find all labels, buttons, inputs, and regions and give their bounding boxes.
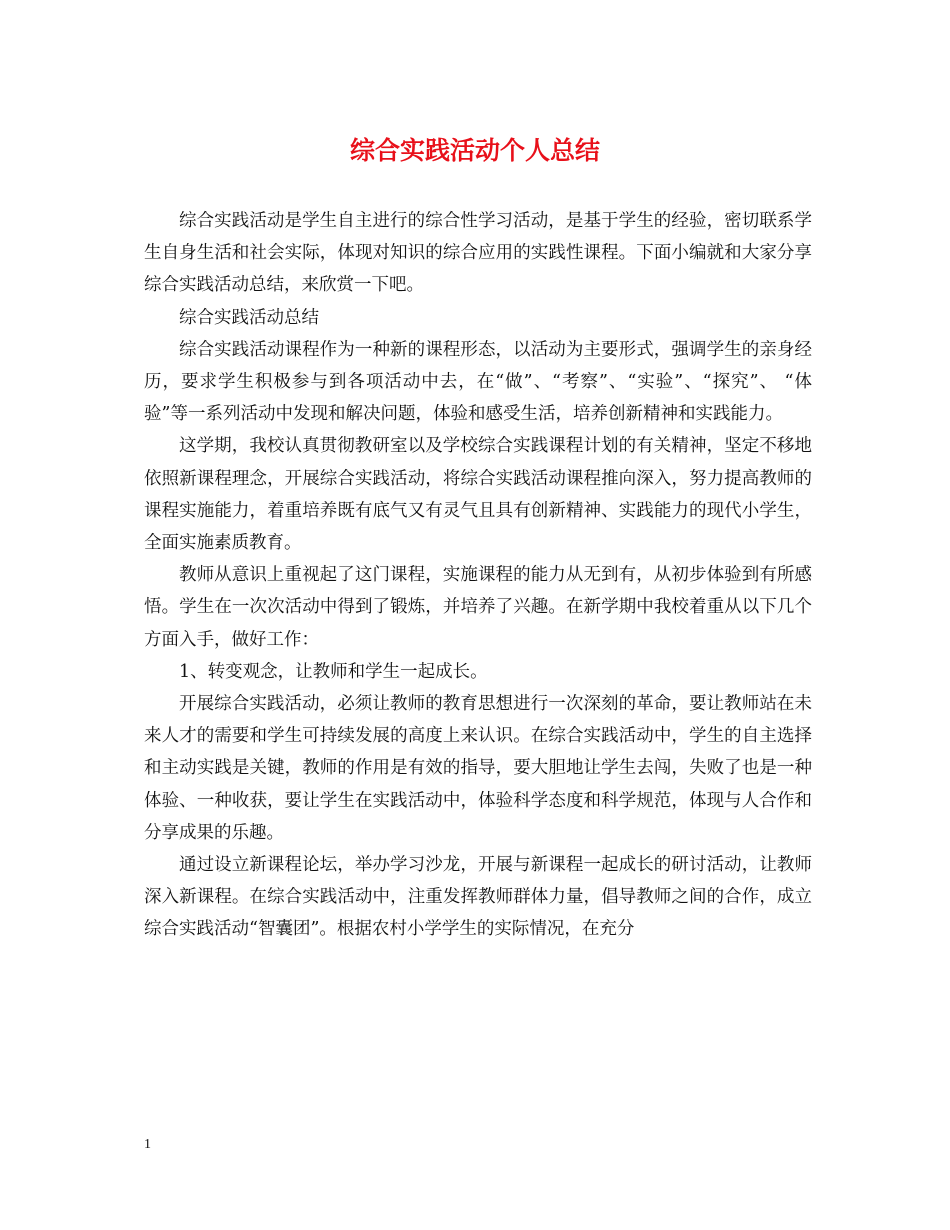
body-paragraph: 通过设立新课程论坛，举办学习沙龙，开展与新课程一起成长的研讨活动，让教师深入新课程。在综合实践活动中，注重发挥教师群体力量，倡导教师之间的合作，成立综合实践活动“智囊团”。根据农村小学学生的实际情况，在充分 — [144, 855, 812, 940]
document-body — [144, 205, 812, 946]
body-paragraph: 教师从意识上重视起了这门课程，实施课程的能力从无到有，从初步体验到有所感悟。学生在一次次活动中得到了锻炼，并培养了兴趣。在新学期中我校着重从以下几个方面入手，做好工作： — [144, 565, 812, 650]
document-title: 综合实践活动个人总结 — [349, 136, 600, 165]
body-paragraph: 综合实践活动课程作为一种新的课程形态，以活动为主要形式，强调学生的亲身经历，要求学生积极参与到各项活动中去，在“做”、“考察”、“实验”、“探究”、 “体验”等一系列活动中发现和解决问题，体验和感受生活，培养创新精神和实践能力。 — [144, 339, 812, 425]
page-number: 1 — [144, 1137, 151, 1152]
body-paragraph: 这学期，我校认真贯彻教研室以及学校综合实践课程计划的有关精神，坚定不移地依照新课程理念，开展综合实践活动，将综合实践活动课程推向深入，努力提高教师的课程实施能力，着重培养既有底气又有灵气且具有创新精神、实践能力的现代小学生，全面实施素质教育。 — [144, 436, 812, 554]
section-heading: 综合实践活动总结 — [179, 307, 319, 328]
body-paragraph: 开展综合实践活动，必须让教师的教育思想进行一次深刻的革命，要让教师站在未来人才的需要和学生可持续发展的高度上来认识。在综合实践活动中，学生的自主选择和主动实践是关键，教师的作用是有效的指导，要大胆地让学生去闯，失败了也是一种体验、一种收获，要让学生在实践活动中，体验科学态度和科学规范，体现与人合作和分享成果的乐趣。 — [144, 694, 812, 843]
list-item-heading: 1、转变观念，让教师和学生一起成长。 — [179, 661, 488, 682]
intro-paragraph: 综合实践活动是学生自主进行的综合性学习活动，是基于学生的经验，密切联系学生自身生活和社会实际，体现对知识的综合应用的实践性课程。下面小编就和大家分享综合实践活动总结，来欣赏一下吧。 — [144, 211, 812, 296]
